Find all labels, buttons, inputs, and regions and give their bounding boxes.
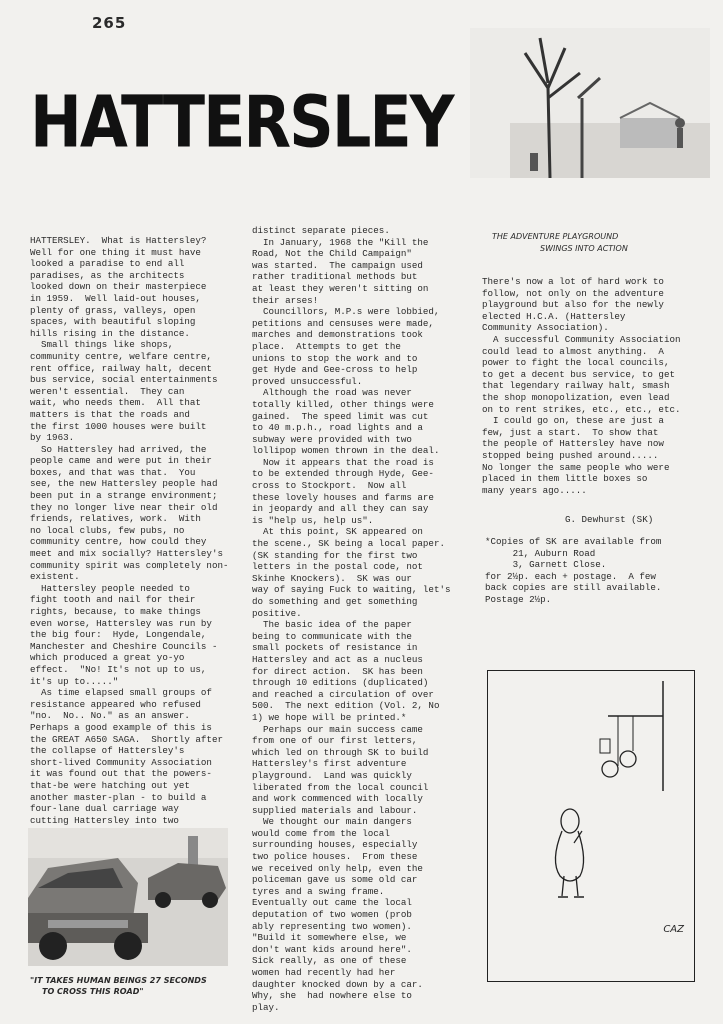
- playground-caption-line-1: THE ADVENTURE PLAYGROUND: [492, 232, 619, 241]
- playground-caption-line-2: SWINGS INTO ACTION: [540, 244, 628, 253]
- article-column-2: distinct separate pieces. In January, 1968 the "Kill the Road, Not the Child Campaign" was started. The campaign used rather traditional methods but at least they weren't sitting on their arses! Councillors, M.P.s were lobbied, petitions and censuses were made, marches and demonstrations took place. Attempts to get the unions to stop the work and to get Hyde and Gee-cross to help proved unsuccessful. Although the road was never totally killed, other things were gained. The speed limit was cut to 40 m.p.h., road lights and a subway were provided with two lollipop women thrown in the deal. Now it appears that the road is to be extended through Hyde, Gee- cross to Stockport. Now all these lovely houses and farms are in jeopardy and all they can say is "help us, help us". At this point, SK appeared on the scene., SK being a local paper. (SK standing for the first two letters in the postal code, not Skinhe Knockers). SK was our way of saying Fuck to waiting, let's do something and get something positive. The basic idea of the paper being to communicate with the small pockets of resistance in Hattersley and act as a nucleus for direct action. SK has been through 10 editions (duplicated) and reached a circulation of over 500. The next edition (Vol. 2, No 1) we hope will be printed.* Perhaps our main success came from one of our first letters, which led on through SK to build Hattersley's first adventure playground. Land was quickly liberated from the local council and work commenced with locally supplied materials and labour. We thought our main dangers would come from the local surrounding houses, especially two police houses. From these we received only help, even the policeman gave us some old car tyres and a swing frame. Eventually out came the local deputation of two women (prob ably representing two women). "Build it somewhere else, we don't want kids around here". Sick really, as one of these women had recently had her daughter knocked down by a car. Why, she had nowhere else to play.: [252, 225, 451, 1013]
- playground-photo-icon: [470, 28, 710, 178]
- road-caption-line-2: TO CROSS THIS ROAD": [42, 987, 144, 996]
- page-number: 265: [92, 14, 127, 32]
- author-signature: G. Dewhurst (SK): [565, 514, 654, 525]
- article-column-1: HATTERSLEY. What is Hattersley? Well for one thing it must have looked a paradise to end all paradises, as the architects looked down on their masterpiece in 1959. Well laid-out houses, plenty of grass, valleys, open spaces, with beautiful sloping hills rising in the distance. Small things like shops, community centre, welfare centre, rent office, railway halt, decent bus service, social entertainments weren't essential. They can wait, who needs them. All that matters is that the roads and the first 1000 houses were built by 1963. So Hattersley had arrived, the people came and were put in their boxes, and that was that. You see, the new Hattersley people had been put in a strange environment; they no longer live near their old friends, relatives, work. With no local clubs, few pubs, no community centre, how could they meet and mix socially? Hattersley's community spirit was completely non- existent. Hattersley people needed to fight tooth and nail for their rights, because, to make things even worse, Hattersley was run by the big four: Hyde, Longendale, Manchester and Cheshire Councils - which produced a great yo-yo effect. "No! It's not up to us, it's up to....." As time elapsed small groups of resistance appeared who refused "no. No.. No." as an answer. Perhaps a good example of this is the GREAT A650 SAGA. Shortly after the collapse of Hattersley's short-lived Community Association it was found out that the powers- that-be were hatching out yet another master-plan - to build a four-lane dual carriage way cutting Hattersley into two: [30, 235, 229, 826]
- article-title: HATTERSLEY: [30, 80, 453, 164]
- playground-caption: [492, 231, 628, 255]
- road-caption: [30, 975, 207, 997]
- cartoon-frame: [487, 670, 695, 982]
- cartoon-signature: CAZ: [663, 924, 684, 935]
- article-column-3: There's now a lot of hard work to follow, not only on the adventure playground but also for the newly elected H.C.A. (Hattersley Community Association). A successful Community Association could lead to almost anything. A power to fight the local councils, to get a decent bus service, to get that legendary railway halt, smash the shop monopolization, even lead on to rent strikes, etc., etc., etc. I could go on, these are just a few, just a start. To show that the people of Hattersley have now stopped being pushed around..... No longer the same people who were placed in them little boxes so many years ago.....: [482, 276, 681, 496]
- copies-note: *Copies of SK are available from 21, Auburn Road 3, Garnett Close. for 2½p. each + postage. A few back copies are still available. Postage 2½p.: [485, 536, 662, 605]
- car-wreck-photo-icon: [28, 828, 228, 966]
- road-caption-line-1: "IT TAKES HUMAN BEINGS 27 SECONDS: [30, 976, 207, 985]
